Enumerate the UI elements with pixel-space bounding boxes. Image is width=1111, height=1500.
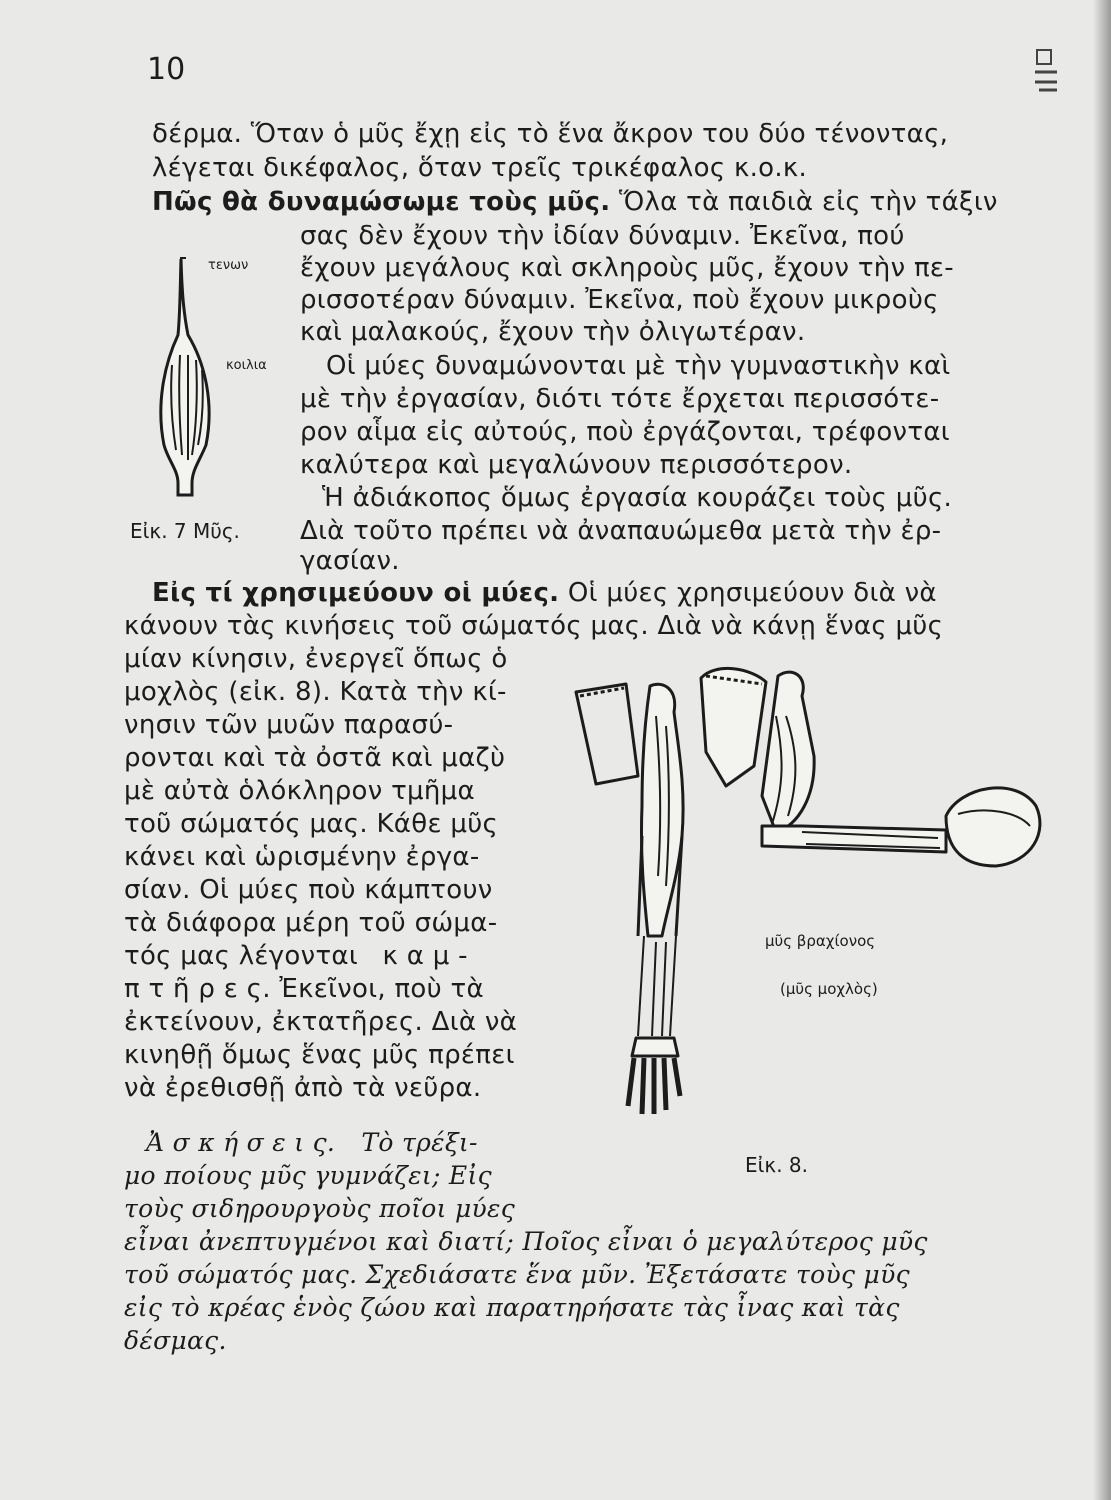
- text-line: ρονται καὶ τὰ ὀστᾶ καὶ μαζὺ: [124, 743, 506, 773]
- text-line: γασίαν.: [300, 546, 400, 576]
- muscle-figure-7: [148, 255, 228, 500]
- section-heading-strengthen: [152, 186, 998, 218]
- exercise-line: τοὺς σιδηρουργοὺς ποῖοι μύες: [124, 1194, 516, 1223]
- fig7-caption: Εἰκ. 7 Μῦς.: [130, 519, 240, 543]
- heading-strengthen-title: Πῶς θὰ δυναμώσωμε τοὺς μῦς.: [152, 187, 611, 217]
- heading-strengthen-rest: Ὅλα τὰ παιδιὰ εἰς τὴν τάξιν: [618, 187, 998, 217]
- text-line: ρον αἷμα εἰς αὐτούς, ποὺ ἐργάζονται, τρέφονται: [300, 417, 950, 447]
- text-line: Διὰ τοῦτο πρέπει νὰ ἀναπαυώμεθα μετὰ τὴν ἐρ-: [300, 516, 942, 546]
- text-line: Ἡ ἀδιάκοπος ὅμως ἐργασία κουράζει τοὺς μῦς.: [322, 483, 953, 513]
- text-line: σίαν. Οἱ μύες ποὺ κάμπτουν: [124, 875, 493, 905]
- exercise-line: μο ποίους μῦς γυμνάζει; Εἰς: [124, 1161, 492, 1190]
- text-line: δέρμα. Ὅταν ὁ μῦς ἔχῃ εἰς τὸ ἕνα ἄκρον του δύο τένοντας,: [152, 119, 949, 149]
- fig8-label-arm-muscle: μῦς βραχίονος: [765, 932, 876, 950]
- heading-use-title: Εἰς τί χρησιμεύουν οἱ μύες.: [152, 578, 560, 608]
- text-line: κινηθῇ ὅμως ἕνας μῦς πρέπει: [124, 1040, 515, 1070]
- text-line: τὰ διάφορα μέρη τοῦ σώμα-: [124, 908, 498, 938]
- fig8-label-lever-muscle: (μῦς μοχλὸς): [780, 980, 878, 998]
- text-line: μὲ αὐτὰ ὁλόκληρον τμῆμα: [124, 776, 475, 806]
- heading-use-rest: Οἱ μύες χρησιμεύουν διὰ νὰ: [567, 578, 937, 608]
- exercise-line: δέσμας.: [124, 1326, 227, 1355]
- text-line: λέγεται δικέφαλος, ὅταν τρεῖς τρικέφαλος κ.ο.κ.: [152, 153, 808, 183]
- page-edge-shadow: [1093, 0, 1111, 1500]
- page-number: 10: [147, 52, 186, 87]
- corner-stamp-mark: [1033, 48, 1063, 96]
- fig7-label-belly: κοιλια: [226, 358, 267, 373]
- exercise-text: Τὸ τρέξι-: [361, 1128, 478, 1157]
- text-line: κάνουν τὰς κινήσεις τοῦ σώματός μας. Διὰ νὰ κάνῃ ἕνας μῦς: [124, 611, 944, 641]
- exercise-line: τοῦ σώματός μας. Σχεδιάσατε ἕνα μῦν. Ἐξετάσατε τοὺς μῦς: [124, 1260, 910, 1289]
- arm-muscle-figure-8: [566, 656, 1078, 1116]
- exercise-line: εἰς τὸ κρέας ἑνὸς ζώου καὶ παρατηρήσατε τὰς ἶνας καὶ τὰς: [124, 1293, 900, 1322]
- text-fragment: τός μας λέγονται: [124, 941, 358, 971]
- section-heading-use: [152, 577, 937, 609]
- text-line: κάνει καὶ ὡρισμένην ἐργα-: [124, 842, 480, 872]
- text-line: καὶ μαλακούς, ἔχουν τὴν ὀλιγωτέραν.: [300, 317, 806, 347]
- fig7-label-tendon: τενων: [208, 258, 249, 273]
- exercises-label: Ἀ σ κ ή σ ε ι ς.: [146, 1128, 336, 1157]
- text-line: μοχλὸς (εἰκ. 8). Κατὰ τὴν κί-: [124, 677, 507, 707]
- text-line: νὰ ἐρεθισθῇ ἀπὸ τὰ νεῦρα.: [124, 1073, 482, 1103]
- text-line: ἔχουν μεγάλους καὶ σκληροὺς μῦς, ἔχουν τὴν πε-: [300, 253, 954, 283]
- text-line: ἐκτείνουν, ἐκτατῆρες. Διὰ νὰ: [124, 1007, 518, 1037]
- text-line: ρισσοτέραν δύναμιν. Ἐκεῖνα, ποὺ ἔχουν μικροὺς: [300, 285, 939, 315]
- text-line: νησιν τῶν μυῶν παρασύ-: [124, 710, 454, 740]
- text-line: μίαν κίνησιν, ἐνεργεῖ ὅπως ὁ: [124, 644, 508, 674]
- text-line: σας δὲν ἔχουν τὴν ἰδίαν δύναμιν. Ἐκεῖνα, πού: [300, 221, 905, 251]
- fig8-caption: Εἰκ. 8.: [745, 1153, 808, 1177]
- exercise-line: εἶναι ἀνεπτυγμένοι καὶ διατί; Ποῖος εἶναι ὁ μεγαλύτερος μῦς: [124, 1227, 928, 1256]
- spaced-word: κ α μ -: [382, 941, 468, 971]
- text-line: π τ ῆ ρ ε ς. Ἐκεῖνοι, ποὺ τὰ: [124, 974, 484, 1004]
- text-line: καλύτερα καὶ μεγαλώνουν περισσότερον.: [300, 450, 853, 480]
- exercises-first-line: [146, 1127, 478, 1159]
- text-line: Οἱ μύες δυναμώνονται μὲ τὴν γυμναστικὴν καὶ: [326, 351, 951, 381]
- text-line: μὲ τὴν ἐργασίαν, διότι τότε ἔρχεται περισσότε-: [300, 384, 940, 414]
- text-line-with-spaced-word: [124, 940, 468, 972]
- text-line: τοῦ σώματός μας. Κάθε μῦς: [124, 809, 499, 839]
